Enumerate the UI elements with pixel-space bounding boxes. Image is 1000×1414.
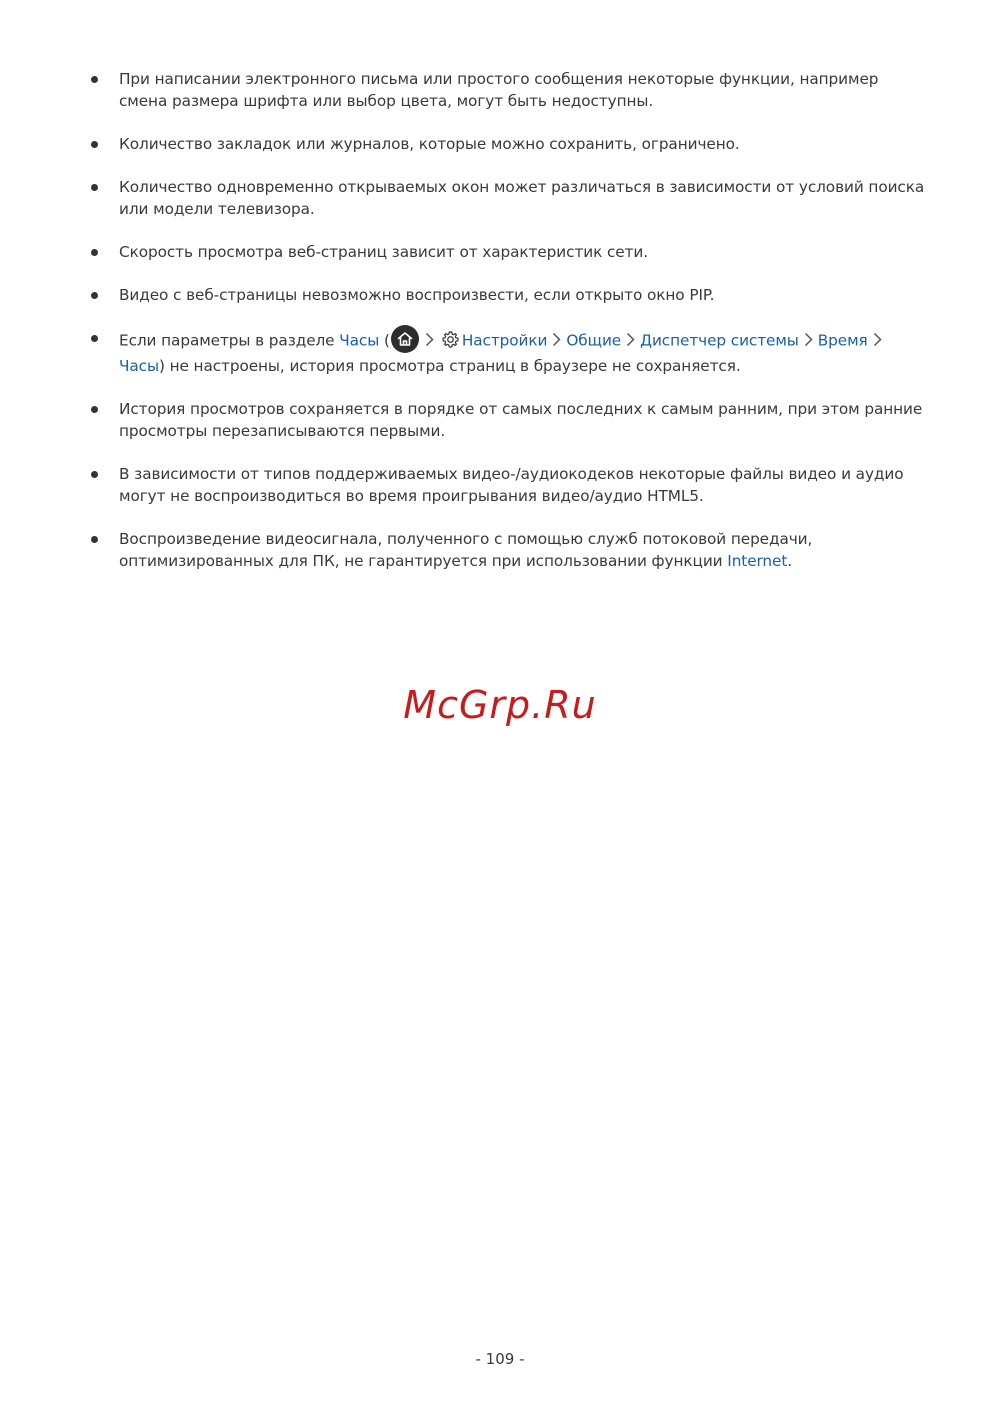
bullet-list: [88, 68, 928, 593]
list-item-end: .: [787, 552, 793, 570]
bullet-dot: [91, 141, 98, 148]
path-clock[interactable]: Часы: [119, 357, 159, 375]
chevron-right-icon: [626, 332, 635, 347]
list-item-suffix: ) не настроены, история просмотра страниц в браузере не сохраняется.: [158, 357, 741, 375]
list-item: [88, 176, 928, 220]
list-item-text: Видео с веб-страницы невозможно воспроизвести, если открыто окно PIP.: [119, 286, 715, 304]
chevron-right-icon: [873, 332, 882, 347]
bullet-dot: [91, 249, 98, 256]
list-item-text: При написании электронного письма или простого сообщения некоторые функции, например смена размера шрифта или выбор цвета, могут быть недоступны.: [119, 70, 879, 110]
list-item-text: Количество одновременно открываемых окон может различаться в зависимости от условий поиска или модели телевизора.: [119, 178, 925, 218]
page-number: - 109 -: [475, 1350, 525, 1368]
list-item: [88, 398, 928, 442]
open-paren: (: [379, 331, 390, 350]
path-settings[interactable]: Настройки: [461, 331, 548, 350]
chevron-right-icon: [804, 332, 813, 347]
watermark: McGrp.Ru: [403, 683, 597, 727]
bullet-dot: [91, 335, 98, 342]
bullet-dot: [91, 471, 98, 478]
gear-icon: [441, 330, 460, 349]
list-item: [88, 463, 928, 507]
list-item-prefix: Если параметры в разделе: [119, 331, 340, 350]
path-time[interactable]: Время: [817, 331, 868, 350]
chevron-right-icon: [425, 332, 434, 347]
bullet-dot: [91, 184, 98, 191]
bullet-dot: [91, 292, 98, 299]
path-general[interactable]: Общие: [566, 331, 622, 350]
bullet-dot: [91, 76, 98, 83]
bullet-dot: [91, 406, 98, 413]
list-item: [88, 133, 928, 155]
list-item-text: Количество закладок или журналов, которые можно сохранить, ограничено.: [119, 135, 740, 153]
list-item: [88, 241, 928, 263]
bullet-dot: [91, 536, 98, 543]
internet-link[interactable]: Internet: [727, 552, 788, 570]
list-item: [88, 528, 928, 572]
list-item-text: В зависимости от типов поддерживаемых видео-/аудиокодеков некоторые файлы видео и аудио могут не воспроизводиться во время проигрывания видео/аудио HTML5.: [119, 465, 904, 505]
list-item: [88, 68, 928, 112]
clock-link[interactable]: Часы: [339, 331, 380, 350]
path-system-manager[interactable]: Диспетчер системы: [640, 331, 799, 350]
home-icon: [391, 325, 419, 353]
list-item: [88, 284, 928, 306]
list-item-text: История просмотров сохраняется в порядке от самых последних к самым ранним, при этом ранние просмотры перезаписываются первыми.: [119, 400, 923, 440]
list-item-text: Скорость просмотра веб-страниц зависит от характеристик сети.: [119, 243, 649, 261]
list-item-text: Воспроизведение видеосигнала, полученного с помощью служб потоковой передачи, оптимизированных для ПК, не гарантируется при использовании функции: [119, 530, 813, 570]
chevron-right-icon: [552, 332, 561, 347]
list-item-clock-settings: [88, 327, 928, 377]
